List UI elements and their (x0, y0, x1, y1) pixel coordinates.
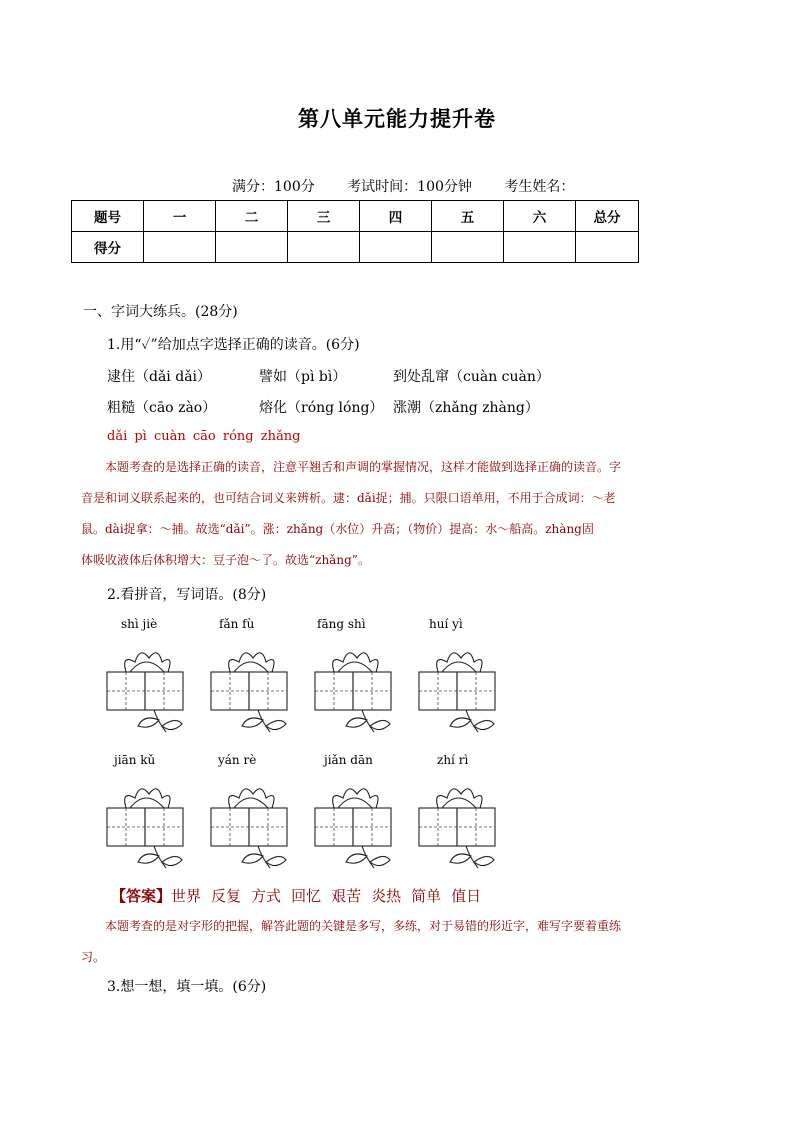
reading-item: 逮住（dǎi dǎi） (107, 369, 212, 385)
answer-tag: 【答案】 (111, 887, 172, 905)
question-2-explanation (81, 911, 717, 973)
explanation-line: 体吸收液体后体积增大：豆子泡～了。故选“zhǎng”。 (81, 553, 370, 567)
tianzige-grid[interactable] (312, 778, 396, 870)
exam-time: 考试时间：100分钟 (347, 179, 472, 195)
tianzige-grid[interactable] (104, 642, 188, 734)
pinyin-label: jiān kǔ (114, 753, 156, 767)
tianzige-grid[interactable] (208, 642, 292, 734)
score-table-header-cell: 题号 (72, 201, 144, 232)
score-cell[interactable] (216, 232, 288, 263)
question-2-prompt: 2.看拼音，写词语。(8分) (107, 587, 267, 603)
pinyin-label: zhí rì (437, 753, 469, 767)
section-heading: 一、字词大练兵。(28分) (83, 304, 238, 320)
score-cell[interactable] (504, 232, 576, 263)
answer-word: 世界 (171, 887, 202, 905)
exam-info (232, 176, 602, 196)
answer-word: 方式 (251, 887, 282, 905)
score-cell[interactable] (144, 232, 216, 263)
explanation-line: 习。 (81, 950, 106, 964)
reading-item: 譬如（pì bì） (259, 369, 347, 385)
question-1-explanation (81, 452, 717, 576)
student-name: 考生姓名： (504, 179, 575, 195)
score-table-header-cell: 六 (504, 201, 576, 232)
explanation-line: 鼠。dài捉拿：～捕。故选“dǎi”。涨：zhǎng（水位）升高；（物价）提高：水～船高。zhàng固 (81, 522, 594, 536)
score-table-header-cell: 三 (288, 201, 360, 232)
score-table (71, 200, 639, 263)
answer-word: 反复 (211, 887, 242, 905)
question-1-answer: dǎi pì cuàn cāo róng zhǎng (107, 429, 301, 444)
score-table-header-cell: 一 (144, 201, 216, 232)
full-marks: 满分：100分 (232, 179, 315, 195)
tianzige-grid[interactable] (104, 778, 188, 870)
pinyin-label: fǎn fù (219, 617, 255, 631)
tianzige-grid[interactable] (416, 778, 500, 870)
score-cell[interactable] (360, 232, 432, 263)
reading-item: 熔化（róng lóng） (259, 400, 384, 416)
pinyin-label: shì jiè (121, 617, 158, 631)
question-3-prompt: 3.想一想，填一填。(6分) (107, 979, 267, 995)
explanation-line: 本题考查的是选择正确的读音，注意平翘舌和声调的掌握情况，这样才能做到选择正确的读音。字 (105, 460, 622, 474)
tianzige-grid[interactable] (312, 642, 396, 734)
answer-word: 值日 (451, 887, 482, 905)
tianzige-grid[interactable] (208, 778, 292, 870)
pinyin-label: fāng shì (317, 617, 366, 631)
answer-word: 炎热 (371, 887, 402, 905)
score-table-header-cell: 五 (432, 201, 504, 232)
score-cell[interactable] (288, 232, 360, 263)
pinyin-label: jiǎn dān (324, 753, 373, 767)
reading-item: 到处乱窜（cuàn cuàn） (393, 369, 550, 385)
explanation-line: 音是和词义联系起来的，也可结合词义来辨析。逮：dǎi捉；捕。只限口语单用，不用于合成词：～老 (81, 491, 616, 505)
score-table-header-row (72, 201, 639, 232)
answer-word: 艰苦 (331, 887, 362, 905)
tianzige-grid[interactable] (416, 642, 500, 734)
score-table-header-cell: 总分 (576, 201, 639, 232)
reading-item: 粗糙（cāo zào） (107, 400, 217, 416)
question-1-prompt: 1.用“✓”给加点字选择正确的读音。(6分) (107, 337, 360, 353)
score-row-label: 得分 (72, 232, 144, 263)
explanation-line: 本题考查的是对字形的把握，解答此题的关键是多写，多练，对于易错的形近字，难写字要着重练 (105, 919, 622, 933)
page-title: 第八单元能力提升卷 (298, 107, 496, 131)
pinyin-label: yán rè (218, 753, 257, 767)
score-cell[interactable] (576, 232, 639, 263)
score-table-header-cell: 二 (216, 201, 288, 232)
question-2-answer (111, 885, 491, 906)
reading-item: 涨潮（zhǎng zhàng） (393, 400, 539, 416)
score-cell[interactable] (432, 232, 504, 263)
answer-word: 回忆 (291, 887, 322, 905)
answer-word: 简单 (411, 887, 442, 905)
score-table-header-cell: 四 (360, 201, 432, 232)
pinyin-label: huí yì (429, 617, 463, 631)
score-table-score-row (72, 232, 639, 263)
